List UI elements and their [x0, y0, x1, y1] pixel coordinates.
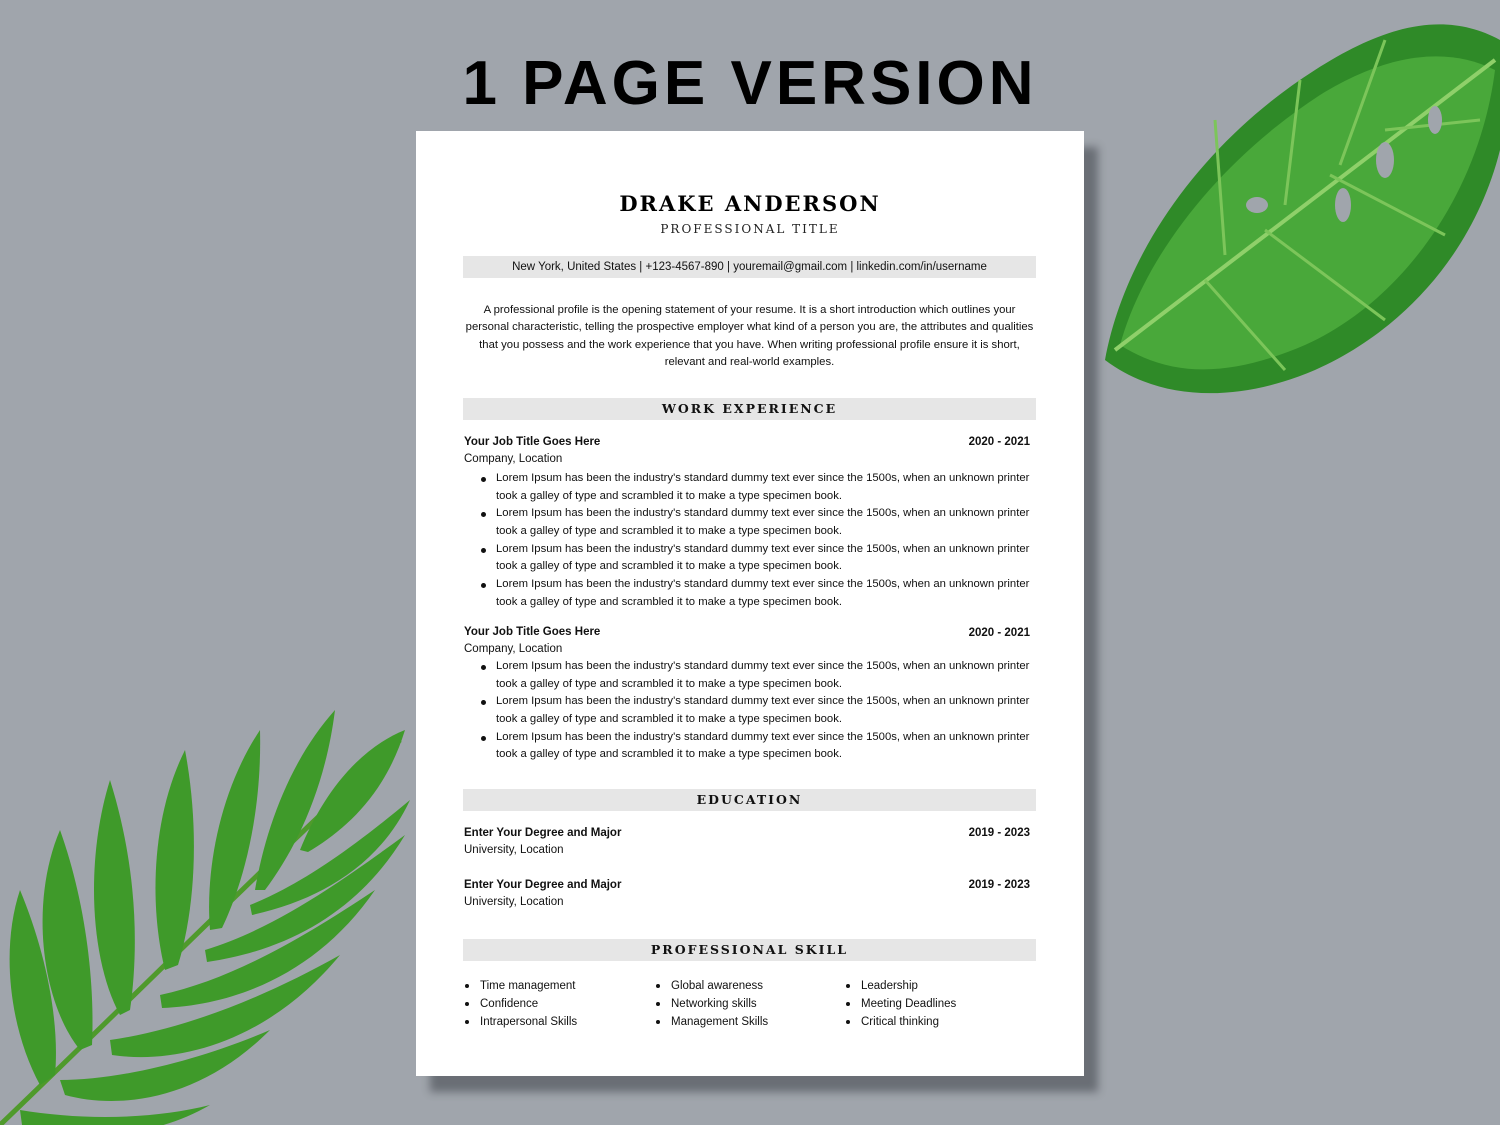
profile-summary: A professional profile is the opening statement of your resume. It is a short introduction which outlines your personal characteristic, telling the prospective employer what kind of a person you are, the attributes and qualities that you possess and the work experience that you have. When writing professional profile ensure it is short, relevant and real-world examples. [465, 304, 1034, 369]
job-bullet: Lorem Ipsum has been the industry's standard dummy text ever since the 1500s, when an unknown printer took a galley of type and scrambled it to make a type specimen book. [496, 470, 1036, 505]
skill-item: Leadership [845, 977, 1025, 995]
job-title: Your Job Title Goes Here [464, 436, 601, 448]
skill-item: Critical thinking [845, 1013, 1025, 1031]
skills-column [655, 977, 835, 1031]
resume-page [416, 131, 1084, 1076]
degree-dates: 2019 - 2023 [968, 879, 1030, 891]
version-banner: 1 PAGE VERSION [462, 49, 1038, 118]
skill-item: Confidence [464, 995, 644, 1013]
job-dates: 2020 - 2021 [968, 436, 1030, 448]
education-heading: EDUCATION [463, 789, 1036, 811]
job-bullet: Lorem Ipsum has been the industry's standard dummy text ever since the 1500s, when an unknown printer took a galley of type and scrambled it to make a type specimen book. [496, 729, 1036, 764]
job-bullet: Lorem Ipsum has been the industry's standard dummy text ever since the 1500s, when an unknown printer took a galley of type and scrambled it to make a type specimen book. [496, 505, 1036, 540]
university: University, Location [464, 844, 564, 856]
job-dates: 2020 - 2021 [968, 627, 1030, 639]
skill-item: Time management [464, 977, 644, 995]
candidate-name: DRAKE ANDERSON [619, 191, 881, 216]
job-title: Your Job Title Goes Here [464, 626, 601, 638]
job-bullet: Lorem Ipsum has been the industry's standard dummy text ever since the 1500s, when an unknown printer took a galley of type and scrambled it to make a type specimen book. [496, 576, 1036, 611]
palm-leaf-illustration [0, 700, 420, 1125]
contact-bar: New York, United States | +123-4567-890 | youremail@gmail.com | linkedin.com/in/username [463, 256, 1036, 278]
job-bullet: Lorem Ipsum has been the industry's standard dummy text ever since the 1500s, when an unknown printer took a galley of type and scrambled it to make a type specimen book. [496, 658, 1036, 693]
job-company: Company, Location [464, 453, 563, 465]
skills-column [845, 977, 1025, 1031]
skill-item: Global awareness [655, 977, 835, 995]
professional-title: PROFESSIONAL TITLE [660, 222, 840, 236]
job-bullets [496, 470, 1036, 612]
professional-skill-heading: PROFESSIONAL SKILL [463, 939, 1036, 961]
skill-item: Networking skills [655, 995, 835, 1013]
skill-item: Intrapersonal Skills [464, 1013, 644, 1031]
degree-dates: 2019 - 2023 [968, 827, 1030, 839]
skill-item: Meeting Deadlines [845, 995, 1025, 1013]
degree-title: Enter Your Degree and Major [464, 827, 622, 839]
skill-item: Management Skills [655, 1013, 835, 1031]
skills-column [464, 977, 644, 1031]
degree-title: Enter Your Degree and Major [464, 879, 622, 891]
work-experience-heading: WORK EXPERIENCE [463, 398, 1036, 420]
job-bullet: Lorem Ipsum has been the industry's standard dummy text ever since the 1500s, when an unknown printer took a galley of type and scrambled it to make a type specimen book. [496, 693, 1036, 728]
job-company: Company, Location [464, 643, 563, 655]
job-bullet: Lorem Ipsum has been the industry's standard dummy text ever since the 1500s, when an unknown printer took a galley of type and scrambled it to make a type specimen book. [496, 541, 1036, 576]
university: University, Location [464, 896, 564, 908]
job-bullets [496, 658, 1036, 764]
